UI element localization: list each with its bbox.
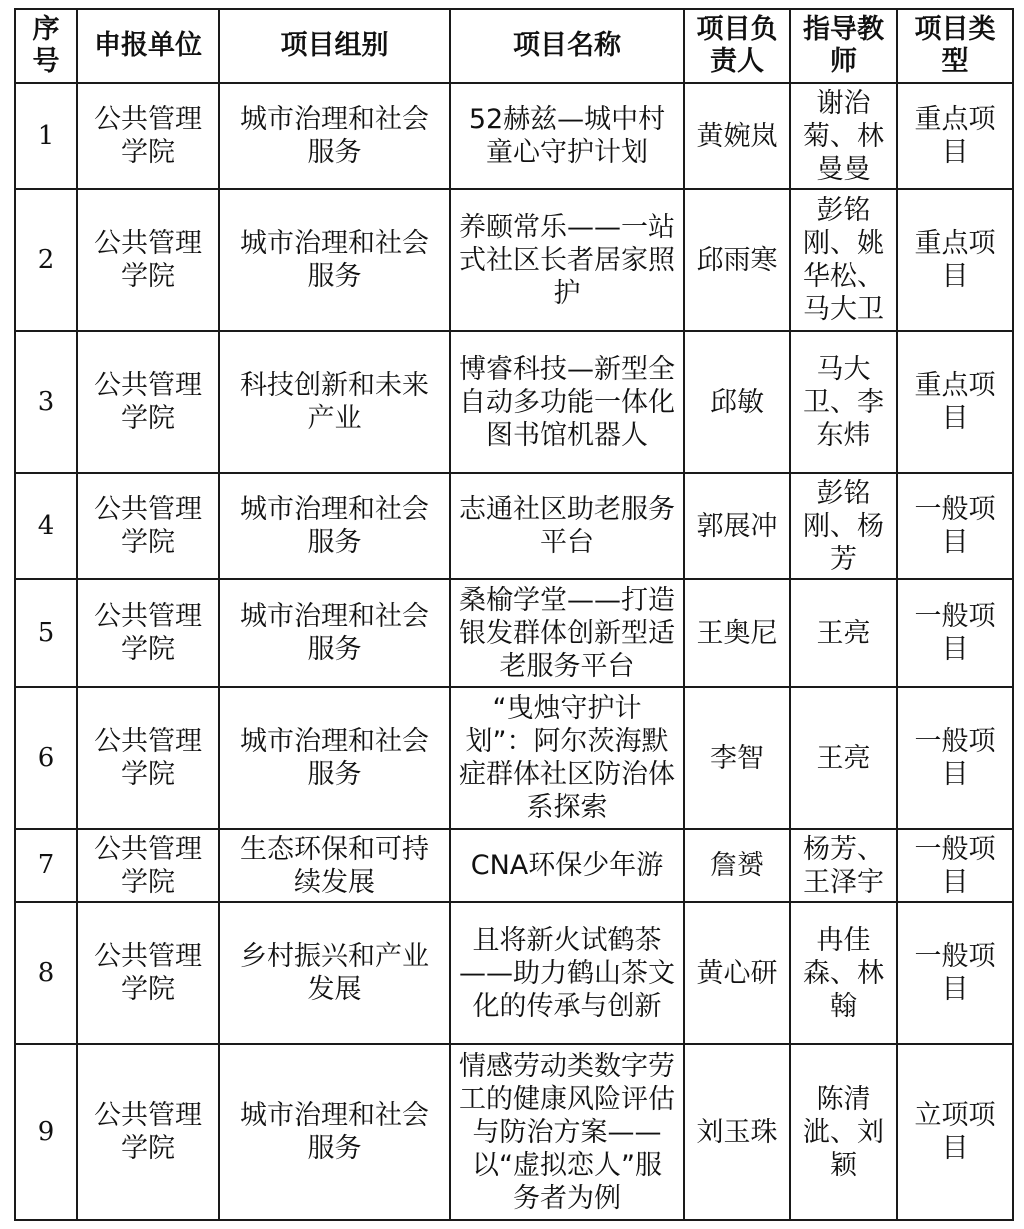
cell-unit: 公共管理学院 (77, 687, 219, 829)
table-row (15, 1044, 1013, 1220)
cell-group: 城市治理和社会服务 (219, 189, 450, 331)
header-name: 项目名称 (450, 9, 684, 83)
cell-group: 科技创新和未来产业 (219, 331, 450, 473)
cell-type: 重点项目 (897, 331, 1013, 473)
project-table (14, 8, 1014, 1221)
cell-index: 2 (15, 189, 77, 331)
project-list-sheet (14, 8, 1012, 1221)
cell-index: 9 (15, 1044, 77, 1220)
cell-advisor: 杨芳、王泽宇 (790, 829, 897, 902)
cell-index: 7 (15, 829, 77, 902)
table-row (15, 83, 1013, 189)
table-row (15, 189, 1013, 331)
header-row (15, 9, 1013, 83)
cell-group: 生态环保和可持续发展 (219, 829, 450, 902)
table-row (15, 902, 1013, 1044)
cell-type: 一般项目 (897, 687, 1013, 829)
cell-unit: 公共管理学院 (77, 189, 219, 331)
cell-name: 桑榆学堂——打造银发群体创新型适老服务平台 (450, 579, 684, 687)
cell-unit: 公共管理学院 (77, 902, 219, 1044)
cell-unit: 公共管理学院 (77, 579, 219, 687)
cell-leader: 邱雨寒 (684, 189, 790, 331)
cell-type: 立项项目 (897, 1044, 1013, 1220)
cell-advisor: 王亮 (790, 579, 897, 687)
header-type: 项目类型 (897, 9, 1013, 83)
cell-type: 重点项目 (897, 189, 1013, 331)
cell-leader: 王奥尼 (684, 579, 790, 687)
cell-advisor: 冉佳森、林翰 (790, 902, 897, 1044)
table-row (15, 331, 1013, 473)
cell-index: 8 (15, 902, 77, 1044)
header-index: 序号 (15, 9, 77, 83)
cell-index: 4 (15, 473, 77, 579)
cell-group: 城市治理和社会服务 (219, 83, 450, 189)
cell-unit: 公共管理学院 (77, 829, 219, 902)
table-row (15, 829, 1013, 902)
cell-name: 且将新火试鹤茶——助力鹤山茶文化的传承与创新 (450, 902, 684, 1044)
header-leader: 项目负责人 (684, 9, 790, 83)
cell-leader: 黄婉岚 (684, 83, 790, 189)
cell-index: 5 (15, 579, 77, 687)
cell-index: 6 (15, 687, 77, 829)
cell-type: 一般项目 (897, 473, 1013, 579)
cell-leader: 刘玉珠 (684, 1044, 790, 1220)
cell-leader: 詹赟 (684, 829, 790, 902)
cell-advisor: 彭铭刚、杨芳 (790, 473, 897, 579)
cell-group: 乡村振兴和产业发展 (219, 902, 450, 1044)
cell-name: 博睿科技—新型全自动多功能一体化图书馆机器人 (450, 331, 684, 473)
cell-advisor: 王亮 (790, 687, 897, 829)
cell-group: 城市治理和社会服务 (219, 687, 450, 829)
cell-unit: 公共管理学院 (77, 83, 219, 189)
cell-leader: 邱敏 (684, 331, 790, 473)
header-group: 项目组别 (219, 9, 450, 83)
cell-index: 3 (15, 331, 77, 473)
table-row (15, 687, 1013, 829)
header-advisor: 指导教师 (790, 9, 897, 83)
cell-advisor: 马大卫、李东炜 (790, 331, 897, 473)
cell-unit: 公共管理学院 (77, 331, 219, 473)
cell-index: 1 (15, 83, 77, 189)
table-row (15, 473, 1013, 579)
cell-leader: 郭展冲 (684, 473, 790, 579)
cell-unit: 公共管理学院 (77, 1044, 219, 1220)
table-header (15, 9, 1013, 83)
cell-type: 重点项目 (897, 83, 1013, 189)
cell-group: 城市治理和社会服务 (219, 473, 450, 579)
cell-type: 一般项目 (897, 829, 1013, 902)
cell-group: 城市治理和社会服务 (219, 579, 450, 687)
table-body (15, 83, 1013, 1220)
cell-name: 52赫兹—城中村童心守护计划 (450, 83, 684, 189)
cell-unit: 公共管理学院 (77, 473, 219, 579)
cell-leader: 李智 (684, 687, 790, 829)
cell-name: “曳烛守护计划”：阿尔茨海默症群体社区防治体系探索 (450, 687, 684, 829)
table-row (15, 579, 1013, 687)
cell-group: 城市治理和社会服务 (219, 1044, 450, 1220)
cell-name: 情感劳动类数字劳工的健康风险评估与防治方案——以“虚拟恋人”服务者为例 (450, 1044, 684, 1220)
cell-name: 志通社区助老服务平台 (450, 473, 684, 579)
cell-type: 一般项目 (897, 902, 1013, 1044)
cell-name: 养颐常乐——一站式社区长者居家照护 (450, 189, 684, 331)
cell-name: CNA环保少年游 (450, 829, 684, 902)
cell-leader: 黄心研 (684, 902, 790, 1044)
cell-advisor: 陈清泚、刘颖 (790, 1044, 897, 1220)
cell-advisor: 谢治菊、林曼曼 (790, 83, 897, 189)
cell-advisor: 彭铭刚、姚华松、马大卫 (790, 189, 897, 331)
cell-type: 一般项目 (897, 579, 1013, 687)
header-unit: 申报单位 (77, 9, 219, 83)
